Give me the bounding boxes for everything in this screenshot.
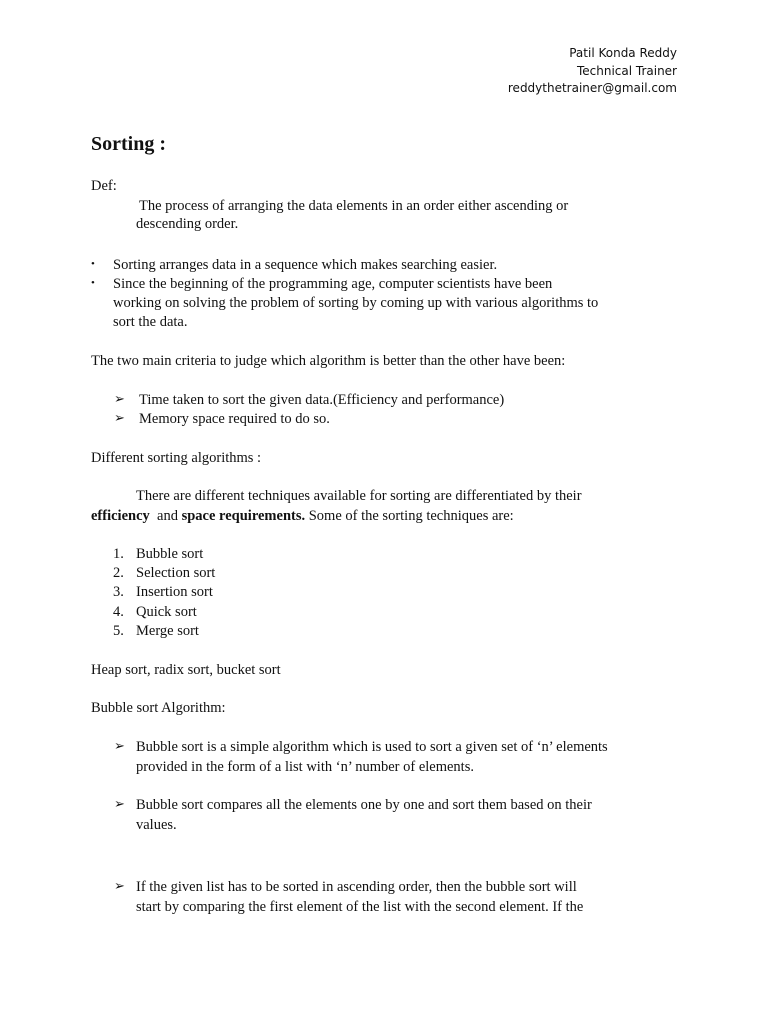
technique-name: Quick sort — [136, 604, 197, 620]
author-name: Patil Konda Reddy — [569, 46, 677, 60]
arrow-bullet-icon: ➢ — [114, 797, 125, 812]
bubble-point-3-line-2: start by comparing the first element of the list with the second element. If the — [136, 899, 584, 915]
technique-num: 5. — [113, 623, 124, 639]
bubble-heading: Bubble sort Algorithm: — [91, 700, 226, 716]
other-sorts: Heap sort, radix sort, bucket sort — [91, 662, 281, 678]
arrow-bullet-icon: ➢ — [114, 392, 125, 407]
technique-name: Merge sort — [136, 623, 199, 639]
criteria-1: Time taken to sort the given data.(Efficiency and performance) — [139, 392, 505, 408]
technique-name: Insertion sort — [136, 584, 213, 600]
bullet-1-line-1: Sorting arranges data in a sequence which makes searching easier. — [113, 257, 498, 273]
page-title: Sorting : — [91, 133, 166, 155]
author-role: Technical Trainer — [576, 63, 677, 78]
arrow-bullet-icon: ➢ — [114, 411, 125, 426]
arrow-bullet-icon: ➢ — [114, 739, 125, 754]
author-email: reddythetrainer@gmail.com — [507, 81, 677, 95]
technique-name: Bubble sort — [136, 546, 204, 562]
technique-num: 4. — [113, 604, 124, 620]
space-requirements-term: space requirements. — [181, 508, 306, 524]
bubble-point-1-line-2: provided in the form of a list with ‘n’ number of elements. — [136, 759, 474, 775]
bubble-point-1-line-1: Bubble sort is a simple algorithm which is used to sort a given set of ‘n’ elements — [136, 739, 608, 755]
diff-para-line-2: efficiency and space requirements. Some of the sorting techniques are: — [91, 508, 514, 524]
technique-num: 1. — [113, 546, 124, 562]
bubble-point-2-line-1: Bubble sort compares all the elements one by one and sort them based on their — [136, 797, 592, 813]
technique-name: Selection sort — [136, 565, 216, 581]
technique-num: 3. — [113, 584, 124, 600]
arrow-bullet-icon: ➢ — [114, 879, 125, 894]
def-text-line-2: descending order. — [136, 216, 239, 232]
criteria-2: Memory space required to do so. — [139, 411, 330, 427]
technique-num: 2. — [113, 565, 124, 581]
diff-heading: Different sorting algorithms : — [91, 450, 262, 466]
efficiency-term: efficiency — [91, 508, 150, 524]
criteria-intro: The two main criteria to judge which algorithm is better than the other have been: — [91, 353, 566, 369]
bullet-dot-icon: • — [91, 258, 95, 270]
bullet-2-line-1: Since the beginning of the programming age, computer scientists have been — [113, 276, 553, 292]
bubble-point-3-line-1: If the given list has to be sorted in ascending order, then the bubble sort will — [136, 879, 577, 895]
def-label: Def: — [91, 178, 117, 194]
bullet-2-line-2: working on solving the problem of sorting by coming up with various algorithms to — [113, 295, 599, 311]
def-text-line-1: The process of arranging the data elements in an order either ascending or — [139, 198, 569, 214]
bullet-2-line-3: sort the data. — [113, 314, 188, 330]
author-header — [508, 45, 677, 98]
diff-para-line-1: There are different techniques available for sorting are differentiated by their — [136, 488, 582, 504]
bullet-dot-icon: • — [91, 277, 95, 289]
bubble-point-2-line-2: values. — [136, 817, 177, 833]
